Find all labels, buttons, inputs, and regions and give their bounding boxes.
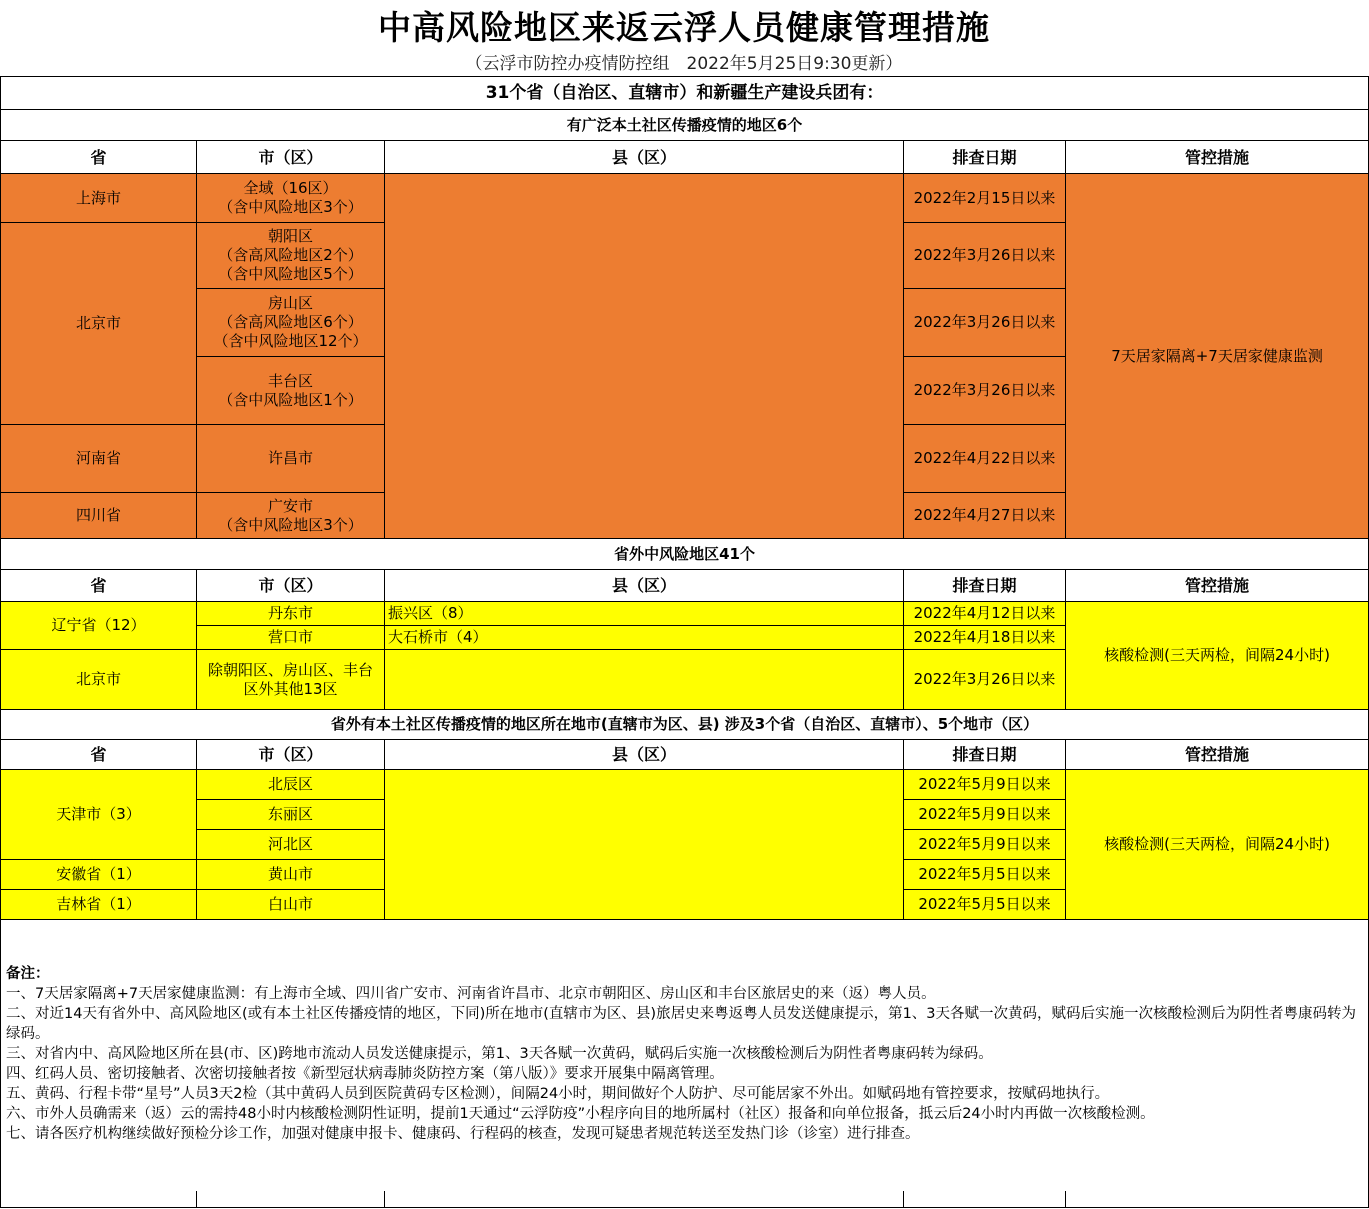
- date-cell: 2022年4月12日以来: [904, 602, 1066, 626]
- empty-footer-row: [1, 1191, 1369, 1208]
- column-header-county: 县（区）: [385, 570, 904, 602]
- date-cell: 2022年4月22日以来: [904, 425, 1066, 493]
- county-cell: 大石桥市（4）: [385, 626, 904, 650]
- empty-cell: [904, 1191, 1066, 1208]
- risk-area-table: [0, 76, 1369, 1208]
- note-item: 七、请各医疗机构继续做好预检分诊工作，加强对健康申报卡、健康码、行程码的核查，发现可疑患者规范转送至发热门诊（诊室）进行排查。: [6, 1126, 920, 1142]
- section-1-column-header-row: [1, 141, 1369, 174]
- date-cell: 2022年4月27日以来: [904, 493, 1066, 539]
- page-title: 中高风险地区来返云浮人员健康管理措施: [378, 8, 990, 47]
- city-line: （含中风险地区5个）: [218, 265, 363, 283]
- city-line: 丰台区: [267, 371, 313, 390]
- table-row: [1, 602, 1369, 626]
- section-1-title: 有广泛本土社区传播疫情的地区6个: [1, 110, 1369, 141]
- column-header-date: 排查日期: [904, 740, 1066, 770]
- note-item: 二、对近14天有省外中、高风险地区(或有本土社区传播疫情的地区，下同)所在地市(直辖市为区、县)旅居史来粤返粤人员发送健康提示，第1、3天各赋一次黄码，赋码后实施一次核酸检测后为阴性者粤康码转为绿码。: [6, 1006, 1357, 1042]
- table-row: [1, 174, 1369, 223]
- city-line: （含中风险地区3个）: [218, 198, 363, 216]
- table-row: [1, 770, 1369, 800]
- note-item: 一、7天居家隔离+7天居家健康监测：有上海市全域、四川省广安市、河南省许昌市、北京市朝阳区、房山区和丰台区旅居史的来（返）粤人员。: [6, 986, 936, 1002]
- city-cell: [197, 223, 385, 289]
- city-line: 全域（16区）: [243, 179, 338, 197]
- city-line: （含中风险地区3个）: [218, 515, 363, 534]
- city-cell: 许昌市: [197, 425, 385, 493]
- city-cell: 丹东市: [197, 602, 385, 626]
- city-cell: [197, 174, 385, 223]
- measure-cell: 7天居家隔离+7天居家健康监测: [1066, 174, 1369, 539]
- city-cell: 河北区: [197, 830, 385, 860]
- notes-row: [1, 920, 1369, 1191]
- city-line: （含中风险地区12个）: [213, 332, 368, 350]
- section-2-column-header-row: [1, 570, 1369, 602]
- province-cell: 辽宁省（12）: [1, 602, 197, 650]
- date-cell: 2022年3月26日以来: [904, 357, 1066, 425]
- city-cell: 北辰区: [197, 770, 385, 800]
- province-cell: 北京市: [1, 223, 197, 425]
- date-cell: 2022年5月5日以来: [904, 860, 1066, 890]
- column-header-city: 市（区）: [197, 141, 385, 174]
- city-cell: 除朝阳区、房山区、丰台区外其他13区: [197, 650, 385, 710]
- column-header-city: 市（区）: [197, 570, 385, 602]
- city-cell: [197, 493, 385, 539]
- province-cell: 天津市（3）: [1, 770, 197, 860]
- date-cell: 2022年5月5日以来: [904, 890, 1066, 920]
- city-line: （含高风险地区6个）: [218, 313, 363, 331]
- column-header-measure: 管控措施: [1066, 570, 1369, 602]
- city-line: 房山区: [267, 294, 313, 312]
- county-cell: [385, 770, 904, 920]
- section-2-title: 省外中风险地区41个: [1, 539, 1369, 570]
- column-header-date: 排查日期: [904, 141, 1066, 174]
- section-3-title-row: [1, 710, 1369, 740]
- measure-cell: 核酸检测(三天两检，间隔24小时): [1066, 770, 1369, 920]
- empty-cell: [197, 1191, 385, 1208]
- date-cell: 2022年5月9日以来: [904, 800, 1066, 830]
- column-header-province: 省: [1, 570, 197, 602]
- scope-header: 31个省（自治区、直辖市）和新疆生产建设兵团有：: [1, 77, 1369, 110]
- city-cell: 东丽区: [197, 800, 385, 830]
- county-cell: [385, 650, 904, 710]
- date-cell: 2022年3月26日以来: [904, 289, 1066, 357]
- column-header-province: 省: [1, 740, 197, 770]
- column-header-measure: 管控措施: [1066, 740, 1369, 770]
- date-cell: 2022年2月15日以来: [904, 174, 1066, 223]
- column-header-county: 县（区）: [385, 740, 904, 770]
- date-cell: 2022年4月18日以来: [904, 626, 1066, 650]
- section-2-title-row: [1, 539, 1369, 570]
- province-cell: 安徽省（1）: [1, 860, 197, 890]
- column-header-city: 市（区）: [197, 740, 385, 770]
- county-cell: 振兴区（8）: [385, 602, 904, 626]
- city-cell: 白山市: [197, 890, 385, 920]
- measure-cell: 核酸检测(三天两检，间隔24小时): [1066, 602, 1369, 710]
- date-cell: 2022年5月9日以来: [904, 830, 1066, 860]
- notes-title: 备注：: [6, 966, 50, 982]
- city-line: （含中风险地区1个）: [218, 390, 363, 409]
- column-header-measure: 管控措施: [1066, 141, 1369, 174]
- section-1-title-row: [1, 110, 1369, 141]
- province-cell: 北京市: [1, 650, 197, 710]
- notes-cell: [1, 920, 1369, 1191]
- province-cell: 上海市: [1, 174, 197, 223]
- date-cell: 2022年3月26日以来: [904, 223, 1066, 289]
- empty-cell: [385, 1191, 904, 1208]
- county-cell: [385, 174, 904, 539]
- city-cell: 营口市: [197, 626, 385, 650]
- date-cell: 2022年3月26日以来: [904, 650, 1066, 710]
- note-item: 六、市外人员确需来（返）云的需持48小时内核酸检测阴性证明，提前1天通过“云浮防疫”小程序向目的地所属村（社区）报备和向单位报备，抵云后24小时内再做一次核酸检测。: [6, 1106, 1155, 1122]
- city-cell: [197, 289, 385, 357]
- page-subtitle: （云浮市防控办疫情防控组 2022年5月25日9:30更新）: [465, 54, 903, 74]
- city-cell: 黄山市: [197, 860, 385, 890]
- city-line: 朝阳区: [267, 227, 313, 245]
- empty-cell: [1, 1191, 197, 1208]
- section-3-column-header-row: [1, 740, 1369, 770]
- note-item: 四、红码人员、密切接触者、次密切接触者按《新型冠状病毒肺炎防控方案（第八版）》要求开展集中隔离管理。: [6, 1066, 724, 1082]
- province-cell: 河南省: [1, 425, 197, 493]
- city-line: （含高风险地区2个）: [218, 246, 363, 264]
- column-header-county: 县（区）: [385, 141, 904, 174]
- note-item: 五、黄码、行程卡带“星号”人员3天2检（其中黄码人员到医院黄码专区检测），间隔24小时，期间做好个人防护、尽可能居家不外出。如赋码地有管控要求，按赋码地执行。: [6, 1086, 1110, 1102]
- city-cell: [197, 357, 385, 425]
- city-line: 广安市: [267, 496, 313, 515]
- province-cell: 吉林省（1）: [1, 890, 197, 920]
- province-cell: 四川省: [1, 493, 197, 539]
- column-header-date: 排查日期: [904, 570, 1066, 602]
- empty-cell: [1066, 1191, 1369, 1208]
- note-item: 三、对省内中、高风险地区所在县(市、区)跨地市流动人员发送健康提示，第1、3天各赋一次黄码，赋码后实施一次核酸检测后为阴性者粤康码转为绿码。: [6, 1046, 993, 1062]
- scope-header-row: [1, 77, 1369, 110]
- column-header-province: 省: [1, 141, 197, 174]
- section-3-title: 省外有本土社区传播疫情的地区所在地市(直辖市为区、县) 涉及3个省（自治区、直辖市）、5个地市（区）: [1, 710, 1369, 740]
- date-cell: 2022年5月9日以来: [904, 770, 1066, 800]
